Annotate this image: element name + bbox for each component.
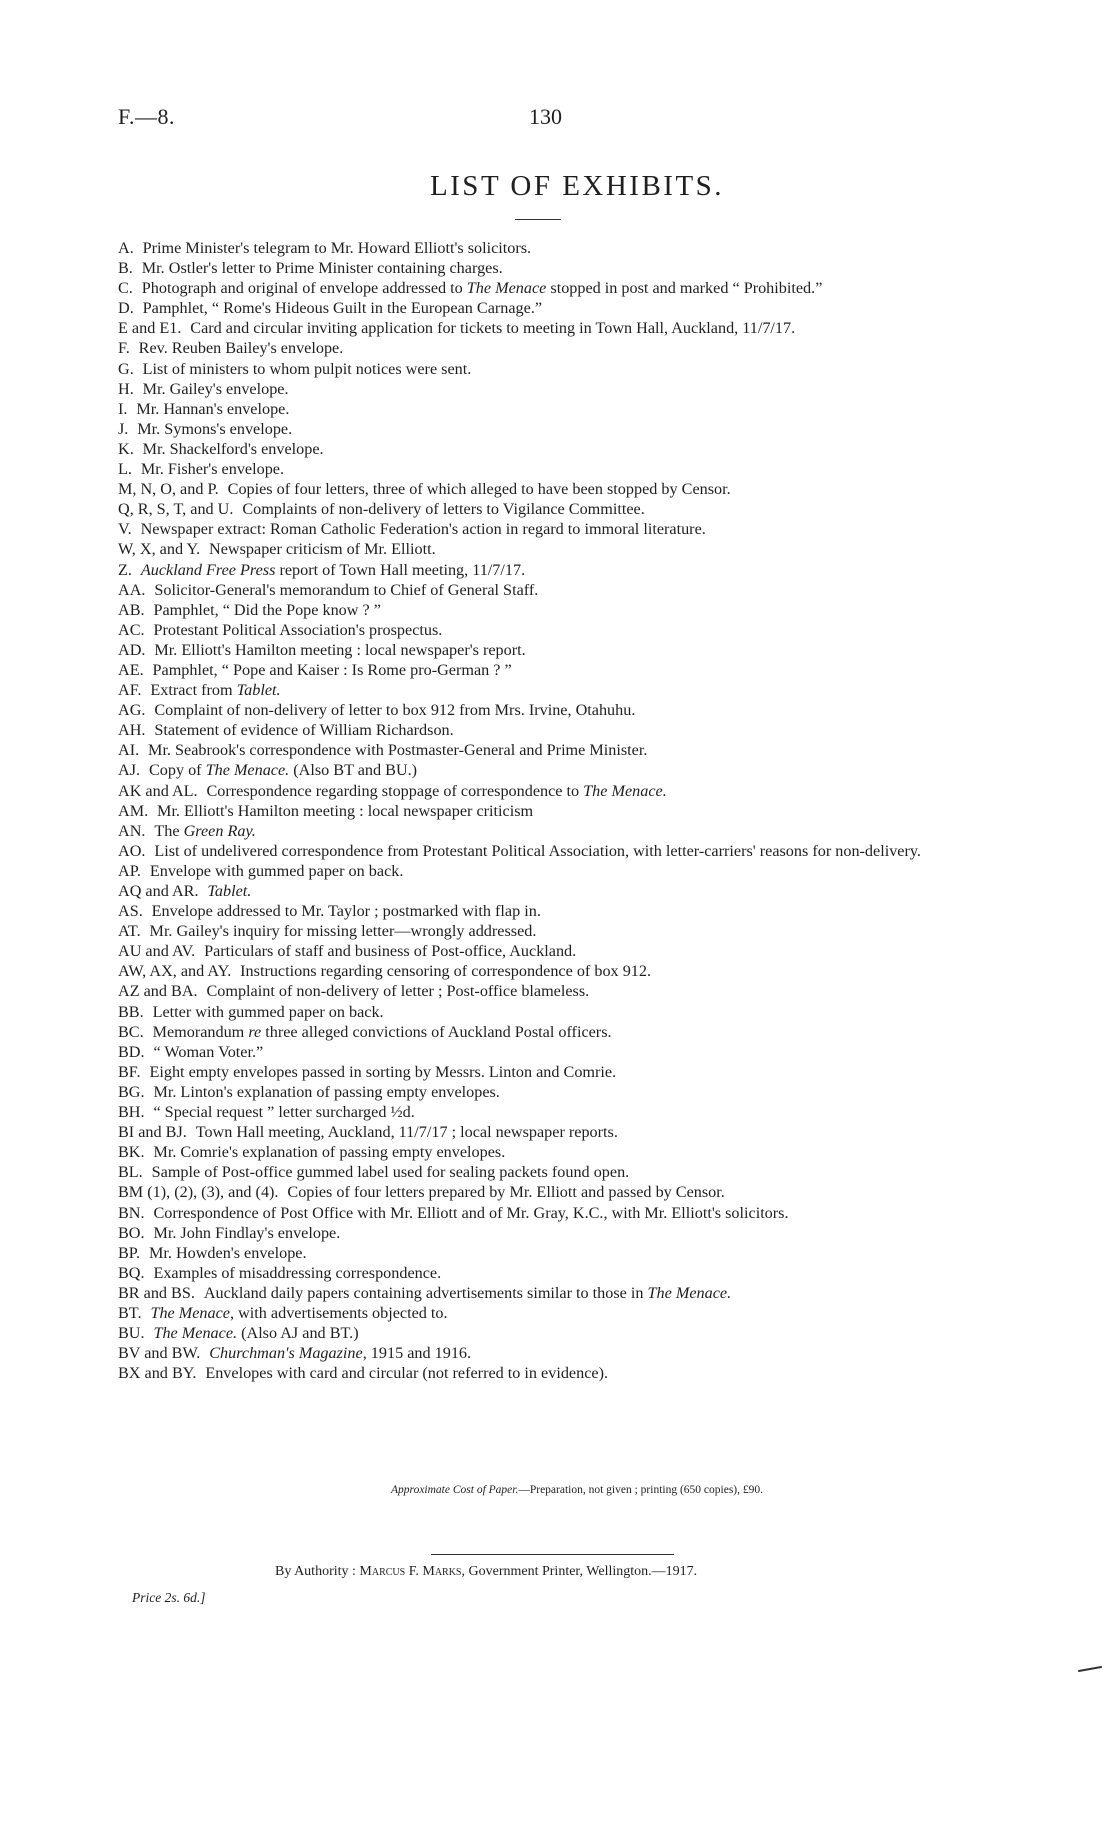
- exhibit-code: AH.: [118, 721, 146, 740]
- exhibit-code: BX and BY.: [118, 1364, 197, 1383]
- exhibit-code: AE.: [118, 660, 144, 679]
- exhibit-title-italic: The Menace: [150, 1303, 230, 1322]
- exhibit-item: [118, 1243, 988, 1263]
- exhibit-text: three alleged convictions of Auckland Postal officers.: [261, 1022, 612, 1041]
- exhibit-code: K.: [118, 439, 134, 458]
- exhibit-item: [118, 258, 988, 278]
- exhibit-code: AP.: [118, 861, 141, 880]
- exhibit-item: [118, 720, 988, 740]
- exhibit-code: AU and AV.: [118, 942, 196, 961]
- exhibit-text: List of undelivered correspondence from Protestant Political Association, with letter-carriers' reasons for non-delivery.: [154, 841, 921, 860]
- exhibit-title-italic: Tablet.: [207, 882, 252, 900]
- exhibit-item: [118, 881, 988, 901]
- exhibit-item: [118, 359, 988, 379]
- exhibit-text: Eight empty envelopes passed in sorting by Messrs. Linton and Comrie.: [149, 1062, 617, 1081]
- price-note: Price 2s. 6d.]: [132, 1590, 206, 1605]
- exhibit-text: Instructions regarding censoring of correspondence of box 912.: [240, 962, 652, 981]
- exhibit-code: Q, R, S, T, and U.: [118, 500, 234, 519]
- exhibit-text: Complaints of non-delivery of letters to Vigilance Committee.: [242, 500, 645, 519]
- exhibit-item: [118, 1122, 988, 1142]
- exhibit-text: Mr. Seabrook's correspondence with Postmaster-General and Prime Minister.: [148, 741, 648, 760]
- exhibit-text: Auckland daily papers containing advertisements similar to those in: [203, 1283, 648, 1302]
- exhibit-item: [118, 499, 988, 519]
- exhibit-item: [118, 1363, 988, 1383]
- exhibit-code: BC.: [118, 1022, 144, 1041]
- exhibit-text: Envelopes with card and circular (not referred to in evidence).: [205, 1364, 609, 1383]
- exhibit-text: Mr. Comrie's explanation of passing empty envelopes.: [153, 1143, 506, 1162]
- exhibit-item: [118, 861, 988, 881]
- exhibit-code: Z.: [118, 560, 132, 579]
- cost-note-text: —Preparation, not given ; printing (650 copies), £90.: [518, 1484, 763, 1496]
- exhibit-code: AC.: [118, 620, 145, 639]
- exhibit-text: Correspondence regarding stoppage of correspondence to: [206, 781, 584, 800]
- exhibit-code: BQ.: [118, 1263, 145, 1282]
- exhibit-code: BI and BJ.: [118, 1123, 187, 1142]
- exhibit-title-italic: The Menace.: [647, 1283, 732, 1302]
- exhibit-text: Solicitor-General's memorandum to Chief of General Staff.: [154, 580, 539, 599]
- exhibit-title-italic: The Menace: [466, 279, 547, 298]
- exhibit-code: B.: [118, 259, 133, 278]
- exhibit-title-italic: The Menace.: [153, 1324, 238, 1343]
- exhibit-text: Protestant Political Association's prospectus.: [153, 620, 443, 639]
- exhibit-item: [118, 921, 988, 941]
- exhibit-item: [118, 1002, 988, 1022]
- exhibit-item: [118, 1343, 988, 1363]
- exhibit-text: “ Special request ” letter surcharged ½d.: [153, 1103, 415, 1122]
- exhibit-item: [118, 620, 988, 640]
- exhibit-code: AS.: [118, 902, 143, 921]
- exhibit-text: Copies of four letters prepared by Mr. Elliott and passed by Censor.: [287, 1183, 725, 1202]
- exhibit-item: [118, 801, 988, 821]
- exhibit-item: [118, 399, 988, 419]
- exhibit-list: [118, 238, 988, 1383]
- exhibit-item: [118, 1022, 988, 1042]
- exhibit-code: D.: [118, 299, 134, 318]
- exhibit-title-italic: Green Ray.: [183, 821, 256, 840]
- authority-suffix: , Government Printer, Wellington.—1917.: [461, 1564, 698, 1579]
- exhibit-code: BR and BS.: [118, 1283, 195, 1302]
- exhibit-item: [118, 238, 988, 258]
- exhibit-item: [118, 981, 988, 1001]
- exhibit-code: BM (1), (2), (3), and (4).: [118, 1183, 279, 1202]
- exhibit-text: The: [154, 821, 184, 840]
- exhibit-code: BU.: [118, 1324, 145, 1343]
- cost-note-label: Approximate Cost of Paper.: [391, 1484, 519, 1496]
- exhibit-text: , with advertisements objected to.: [230, 1303, 448, 1322]
- exhibit-code: BG.: [118, 1082, 145, 1101]
- exhibit-code: AT.: [118, 922, 141, 941]
- exhibit-item: [118, 439, 988, 459]
- exhibit-text: List of ministers to whom pulpit notices were sent.: [142, 359, 472, 378]
- exhibit-code: M, N, O, and P.: [118, 480, 219, 499]
- exhibit-item: [118, 700, 988, 720]
- exhibit-text: Envelope addressed to Mr. Taylor ; postmarked with flap in.: [151, 902, 541, 921]
- exhibit-text: Mr. Howden's envelope.: [148, 1243, 307, 1262]
- exhibit-code: BN.: [118, 1203, 145, 1222]
- exhibit-code: AD.: [118, 640, 146, 659]
- exhibit-code: AW, AX, and AY.: [118, 962, 232, 981]
- document-reference: F.—8.: [118, 104, 175, 129]
- exhibit-text: report of Town Hall meeting, 11/7/17.: [275, 560, 526, 579]
- exhibit-item: [118, 519, 988, 539]
- authority-prefix: By Authority :: [275, 1564, 360, 1579]
- exhibit-item: [118, 941, 988, 961]
- exhibit-item: [118, 640, 988, 660]
- exhibit-text: Prime Minister's telegram to Mr. Howard Elliott's solicitors.: [142, 239, 532, 257]
- cost-note: [0, 1484, 1114, 1496]
- exhibit-code: F.: [118, 339, 130, 358]
- exhibit-item: [118, 1102, 988, 1122]
- page-title: LIST OF EXHIBITS.: [429, 170, 725, 202]
- title-rule: [515, 219, 561, 220]
- exhibit-text: (Also BT and BU.): [289, 761, 418, 780]
- page-number: 130: [529, 104, 562, 129]
- exhibit-item: [118, 821, 988, 841]
- exhibit-text: , 1915 and 1916.: [362, 1344, 472, 1363]
- exhibit-code: V.: [118, 520, 132, 539]
- exhibit-text: Mr. Elliott's Hamilton meeting : local newspaper's report.: [154, 640, 526, 659]
- exhibit-text: Pamphlet, “ Did the Pope know ? ”: [153, 600, 381, 619]
- exhibit-text: Mr. Gailey's envelope.: [142, 379, 289, 398]
- exhibit-code: AI.: [118, 741, 140, 760]
- exhibit-item: [118, 278, 988, 298]
- exhibit-text: Letter with gummed paper on back.: [152, 1002, 384, 1021]
- exhibit-text: Sample of Post-office gummed label used for sealing packets found open.: [151, 1163, 630, 1182]
- exhibit-text: Newspaper criticism of Mr. Elliott.: [209, 540, 436, 559]
- exhibit-code: BF.: [118, 1062, 141, 1081]
- exhibit-code: A.: [118, 239, 134, 257]
- exhibit-text: Mr. Gailey's inquiry for missing letter—wrongly addressed.: [149, 922, 537, 941]
- exhibit-item: [118, 338, 988, 358]
- exhibit-code: BV and BW.: [118, 1344, 201, 1363]
- exhibit-item: [118, 1062, 988, 1082]
- exhibit-item: [118, 901, 988, 921]
- exhibit-item: [118, 781, 988, 801]
- exhibit-item: [118, 740, 988, 760]
- exhibit-text: Pamphlet, “ Pope and Kaiser : Is Rome pro-German ? ”: [152, 660, 512, 679]
- exhibit-item: [118, 1303, 988, 1323]
- exhibit-text: Mr. Hannan's envelope.: [136, 399, 290, 418]
- exhibit-item: [118, 539, 988, 559]
- exhibit-code: AM.: [118, 801, 149, 820]
- exhibit-code: BH.: [118, 1103, 145, 1122]
- exhibit-code: E and E1.: [118, 319, 182, 338]
- exhibit-title-italic: Tablet.: [236, 681, 281, 700]
- exhibit-item: [118, 760, 988, 780]
- exhibit-item: [118, 600, 988, 620]
- exhibit-item: [118, 1323, 988, 1343]
- exhibit-item: [118, 419, 988, 439]
- exhibit-text: Copies of four letters, three of which alleged to have been stopped by Censor.: [227, 480, 731, 499]
- exhibit-code: AB.: [118, 600, 145, 619]
- exhibit-code: BB.: [118, 1002, 144, 1021]
- exhibit-item: [118, 660, 988, 680]
- exhibit-text: Memorandum: [152, 1022, 249, 1041]
- exhibit-item: [118, 1223, 988, 1243]
- exhibit-text: Photograph and original of envelope addressed to: [141, 279, 467, 298]
- exhibit-item: [118, 680, 988, 700]
- exhibit-code: BL.: [118, 1163, 143, 1182]
- exhibit-code: BO.: [118, 1223, 145, 1242]
- exhibit-text: Mr. Ostler's letter to Prime Minister containing charges.: [141, 259, 503, 278]
- exhibit-item: [118, 580, 988, 600]
- exhibit-item: [118, 961, 988, 981]
- exhibit-item: [118, 841, 988, 861]
- exhibit-code: H.: [118, 379, 134, 398]
- exhibit-text: Mr. Linton's explanation of passing empty envelopes.: [153, 1082, 500, 1101]
- exhibit-item: [118, 1082, 988, 1102]
- exhibit-code: J.: [118, 419, 129, 438]
- exhibit-text: Card and circular inviting application for tickets to meeting in Town Hall, Auckland, 11/7/17.: [190, 319, 796, 338]
- exhibit-title-italic: The Menace.: [583, 781, 667, 800]
- authority-line: [275, 1564, 697, 1580]
- exhibit-code: AJ.: [118, 761, 141, 780]
- exhibit-code: AN.: [118, 821, 146, 840]
- exhibit-text: Rev. Reuben Bailey's envelope.: [138, 339, 344, 358]
- exhibit-code: AA.: [118, 580, 146, 599]
- exhibit-text: Mr. Shackelford's envelope.: [142, 439, 324, 458]
- exhibit-item: [118, 1182, 988, 1202]
- exhibit-code: L.: [118, 460, 132, 479]
- exhibit-code: W, X, and Y.: [118, 540, 201, 559]
- exhibit-item: [118, 1283, 988, 1303]
- exhibit-text: “ Woman Voter.”: [153, 1042, 264, 1061]
- exhibit-code: C.: [118, 279, 133, 298]
- exhibit-item: [118, 1042, 988, 1062]
- exhibit-text: Mr. Elliott's Hamilton meeting : local newspaper criticism: [157, 801, 534, 820]
- exhibit-code: BT.: [118, 1303, 142, 1322]
- exhibit-title-italic: Auckland Free Press: [140, 560, 276, 579]
- exhibit-item: [118, 1203, 988, 1223]
- exhibit-text: Statement of evidence of William Richardson.: [154, 721, 454, 740]
- exhibit-text: Mr. Symons's envelope.: [137, 419, 293, 438]
- exhibit-title-italic: Churchman's Magazine: [209, 1344, 363, 1363]
- exhibit-item: [118, 560, 988, 580]
- exhibit-item: [118, 318, 988, 338]
- exhibit-code: BD.: [118, 1042, 145, 1061]
- exhibit-text: Complaint of non-delivery of letter to box 912 from Mrs. Irvine, Otahuhu.: [154, 701, 636, 720]
- exhibit-code: AK and AL.: [118, 781, 198, 800]
- exhibit-item: [118, 1142, 988, 1162]
- exhibit-code: G.: [118, 359, 134, 378]
- exhibit-item: [118, 459, 988, 479]
- authority-rule: [431, 1554, 674, 1555]
- margin-mark: [1078, 1666, 1102, 1672]
- exhibit-code: AG.: [118, 701, 146, 720]
- exhibit-text: (Also AJ and BT.): [237, 1324, 359, 1343]
- printer-name: Marcus F. Marks: [359, 1564, 462, 1579]
- exhibit-code: I.: [118, 399, 128, 418]
- exhibit-code: BK.: [118, 1143, 145, 1162]
- exhibit-item: [118, 298, 988, 318]
- exhibit-code: AQ and AR.: [118, 882, 199, 900]
- exhibit-code: AO.: [118, 841, 146, 860]
- exhibit-title-italic: The Menace.: [205, 761, 290, 780]
- exhibit-item: [118, 379, 988, 399]
- exhibit-text: Complaint of non-delivery of letter ; Post-office blameless.: [206, 982, 590, 1001]
- exhibit-text: Mr. Fisher's envelope.: [140, 460, 285, 479]
- exhibit-code: AZ and BA.: [118, 982, 198, 1001]
- exhibit-text: Mr. John Findlay's envelope.: [153, 1223, 341, 1242]
- exhibit-item: [118, 1263, 988, 1283]
- exhibit-item: [118, 479, 988, 499]
- exhibit-text: Newspaper extract: Roman Catholic Federation's action in regard to immoral literature.: [140, 520, 706, 539]
- exhibit-text: Envelope with gummed paper on back.: [149, 861, 404, 880]
- exhibit-title-italic: re: [248, 1022, 262, 1041]
- exhibit-text: Correspondence of Post Office with Mr. Elliott and of Mr. Gray, K.C., with Mr. Elliott's solicitors.: [153, 1203, 789, 1222]
- exhibit-text: Extract from: [150, 681, 237, 700]
- exhibit-text: Pamphlet, “ Rome's Hideous Guilt in the European Carnage.”: [142, 299, 543, 318]
- exhibit-code: AF.: [118, 681, 142, 700]
- exhibit-item: [118, 1162, 988, 1182]
- exhibit-code: BP.: [118, 1243, 141, 1262]
- exhibit-text: stopped in post and marked “ Prohibited.”: [546, 279, 823, 298]
- exhibit-text: Copy of: [148, 761, 206, 780]
- exhibit-text: Particulars of staff and business of Post-office, Auckland.: [204, 942, 577, 961]
- exhibit-text: Examples of misaddressing correspondence.: [153, 1263, 442, 1282]
- exhibit-text: Town Hall meeting, Auckland, 11/7/17 ; local newspaper reports.: [195, 1123, 618, 1142]
